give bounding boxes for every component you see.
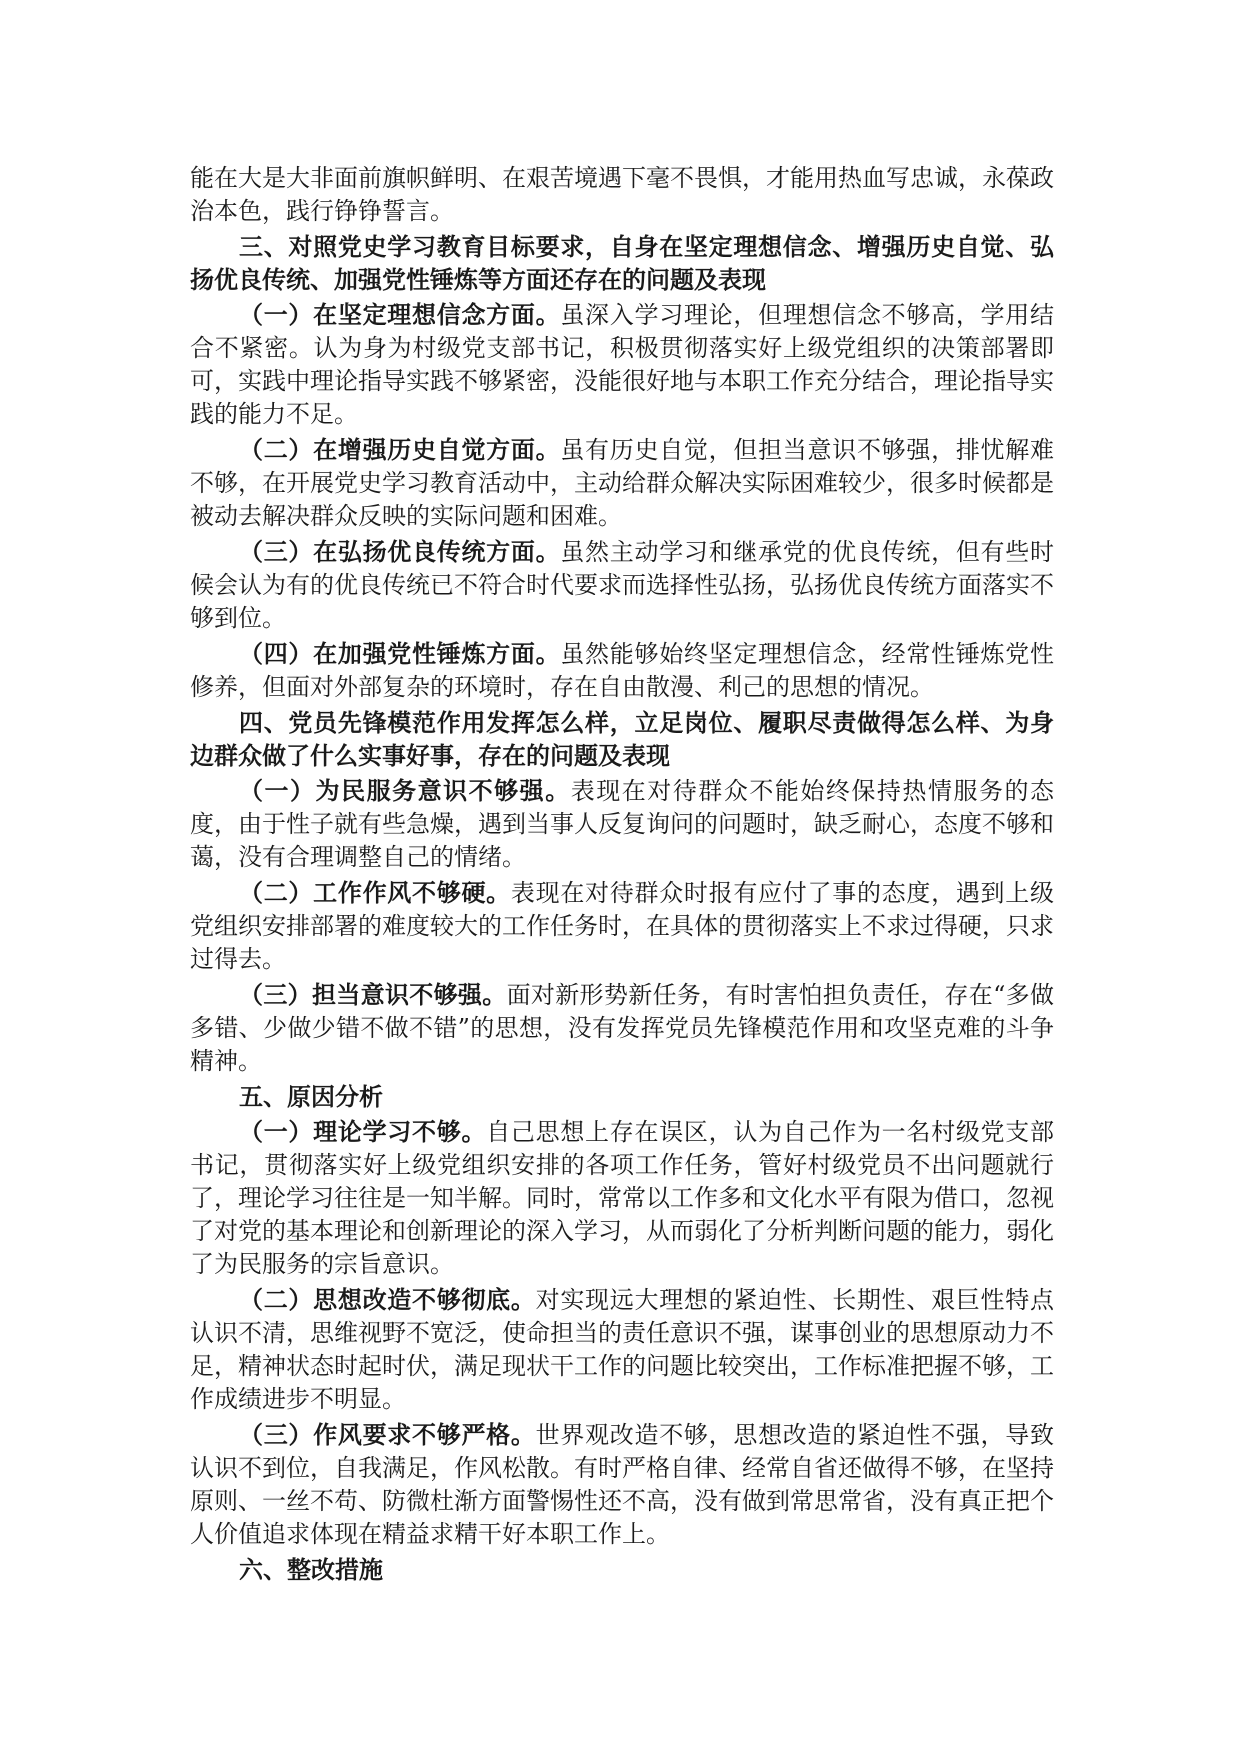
document-page xyxy=(190,162,1054,1588)
paragraph-lead: （三）担当意识不够强。 xyxy=(239,980,507,1009)
paragraph-continuation: 能在大是大非面前旗帜鲜明、在艰苦境遇下毫不畏惧，才能用热血写忠诚，永葆政治本色，践行铮铮誓言。 xyxy=(190,164,1054,225)
paragraph-body: 虽深入学习理论，但理想信念不够高，学用结合不紧密。认为身为村级党支部书记，积极贯彻落实好上级党组织的决策部署即可，实践中理论指导实践不够紧密，没能很好地与本职工作充分结合，理论指导实践的能力不足。 xyxy=(190,301,1054,428)
paragraph-lead: （三）作风要求不够严格。 xyxy=(239,1420,536,1449)
paragraph-lead: （一）理论学习不够。 xyxy=(239,1117,487,1146)
paragraph-lead: （二）工作作风不够硬。 xyxy=(239,878,511,907)
paragraph-3-4 xyxy=(190,637,1054,704)
paragraph-5-2 xyxy=(190,1283,1054,1416)
paragraph-5-3 xyxy=(190,1418,1054,1551)
section-heading-6: 六、整改措施 xyxy=(239,1555,383,1584)
paragraph-5-1 xyxy=(190,1115,1054,1281)
paragraph-lead: （二）思想改造不够彻底。 xyxy=(239,1285,536,1314)
paragraph-4-1 xyxy=(190,774,1054,874)
paragraph-body: 表现在对待群众时报有应付了事的态度，遇到上级党组织安排部署的难度较大的工作任务时，在具体的贯彻落实上不求过得硬，只求过得去。 xyxy=(190,879,1054,973)
paragraph-4-3 xyxy=(190,978,1054,1078)
paragraph-lead: （一）在坚定理想信念方面。 xyxy=(239,300,561,329)
paragraph-body: 自己思想上存在误区，认为自己作为一名村级党支部书记，贯彻落实好上级党组织安排的各项工作任务，管好村级党员不出问题就行了，理论学习往往是一知半解。同时，常常以工作多和文化水平有限为借口，忽视了对党的基本理论和创新理论的深入学习，从而弱化了分析判断问题的能力，弱化了为民服务的宗旨意识。 xyxy=(190,1118,1054,1278)
paragraph-3-1 xyxy=(190,298,1054,431)
paragraph-body: 对实现远大理想的紧迫性、长期性、艰巨性特点认识不清，思维视野不宽泛，使命担当的责任意识不强，谋事创业的思想原动力不足，精神状态时起时伏，满足现状干工作的问题比较突出，工作标准把握不够，工作成绩进步不明显。 xyxy=(190,1286,1054,1413)
paragraph-lead: （三）在弘扬优良传统方面。 xyxy=(239,537,561,566)
paragraph-body: 虽有历史自觉，但担当意识不够强，排忧解难不够，在开展党史学习教育活动中，主动给群众解决实际困难较少，很多时候都是被动去解决群众反映的实际问题和困难。 xyxy=(190,436,1054,530)
paragraph-3-2 xyxy=(190,433,1054,533)
paragraph-4-2 xyxy=(190,876,1054,976)
paragraph-body: 表现在对待群众不能始终保持热情服务的态度，由于性子就有些急燥，遇到当事人反复询问的问题时，缺乏耐心，态度不够和蔼，没有合理调整自己的情绪。 xyxy=(190,777,1055,871)
paragraph-body: 虽然能够始终坚定理想信念，经常性锤炼党性修养，但面对外部复杂的环境时，存在自由散漫、利己的思想的情况。 xyxy=(190,640,1054,701)
section-heading-5: 五、原因分析 xyxy=(239,1082,383,1111)
section-heading-4: 四、党员先锋模范作用发挥怎么样，立足岗位、履职尽责做得怎么样、为身边群众做了什么实事好事，存在的问题及表现 xyxy=(190,708,1054,770)
paragraph-lead: （一）为民服务意识不够强。 xyxy=(239,776,571,805)
paragraph-body: 世界观改造不够，思想改造的紧迫性不强，导致认识不到位，自我满足，作风松散。有时严格自律、经常自省还做得不够，在坚持原则、一丝不苟、防微杜渐方面警惕性还不高，没有做到常思常省，没有真正把个人价值追求体现在精益求精干好本职工作上。 xyxy=(190,1421,1054,1548)
paragraph-lead: （四）在加强党性锤炼方面。 xyxy=(239,639,561,668)
paragraph-3-3 xyxy=(190,535,1054,635)
paragraph-body: 虽然主动学习和继承党的优良传统，但有些时候会认为有的优良传统已不符合时代要求而选择性弘扬，弘扬优良传统方面落实不够到位。 xyxy=(190,538,1054,632)
paragraph-lead: （二）在增强历史自觉方面。 xyxy=(239,435,561,464)
section-heading-3: 三、对照党史学习教育目标要求，自身在坚定理想信念、增强历史自觉、弘扬优良传统、加强党性锤炼等方面还存在的问题及表现 xyxy=(190,232,1054,294)
paragraph-body: 面对新形势新任务，有时害怕担负责任，存在“多做多错、少做少错不做不错”的思想，没有发挥党员先锋模范作用和攻坚克难的斗争精神。 xyxy=(190,981,1054,1075)
